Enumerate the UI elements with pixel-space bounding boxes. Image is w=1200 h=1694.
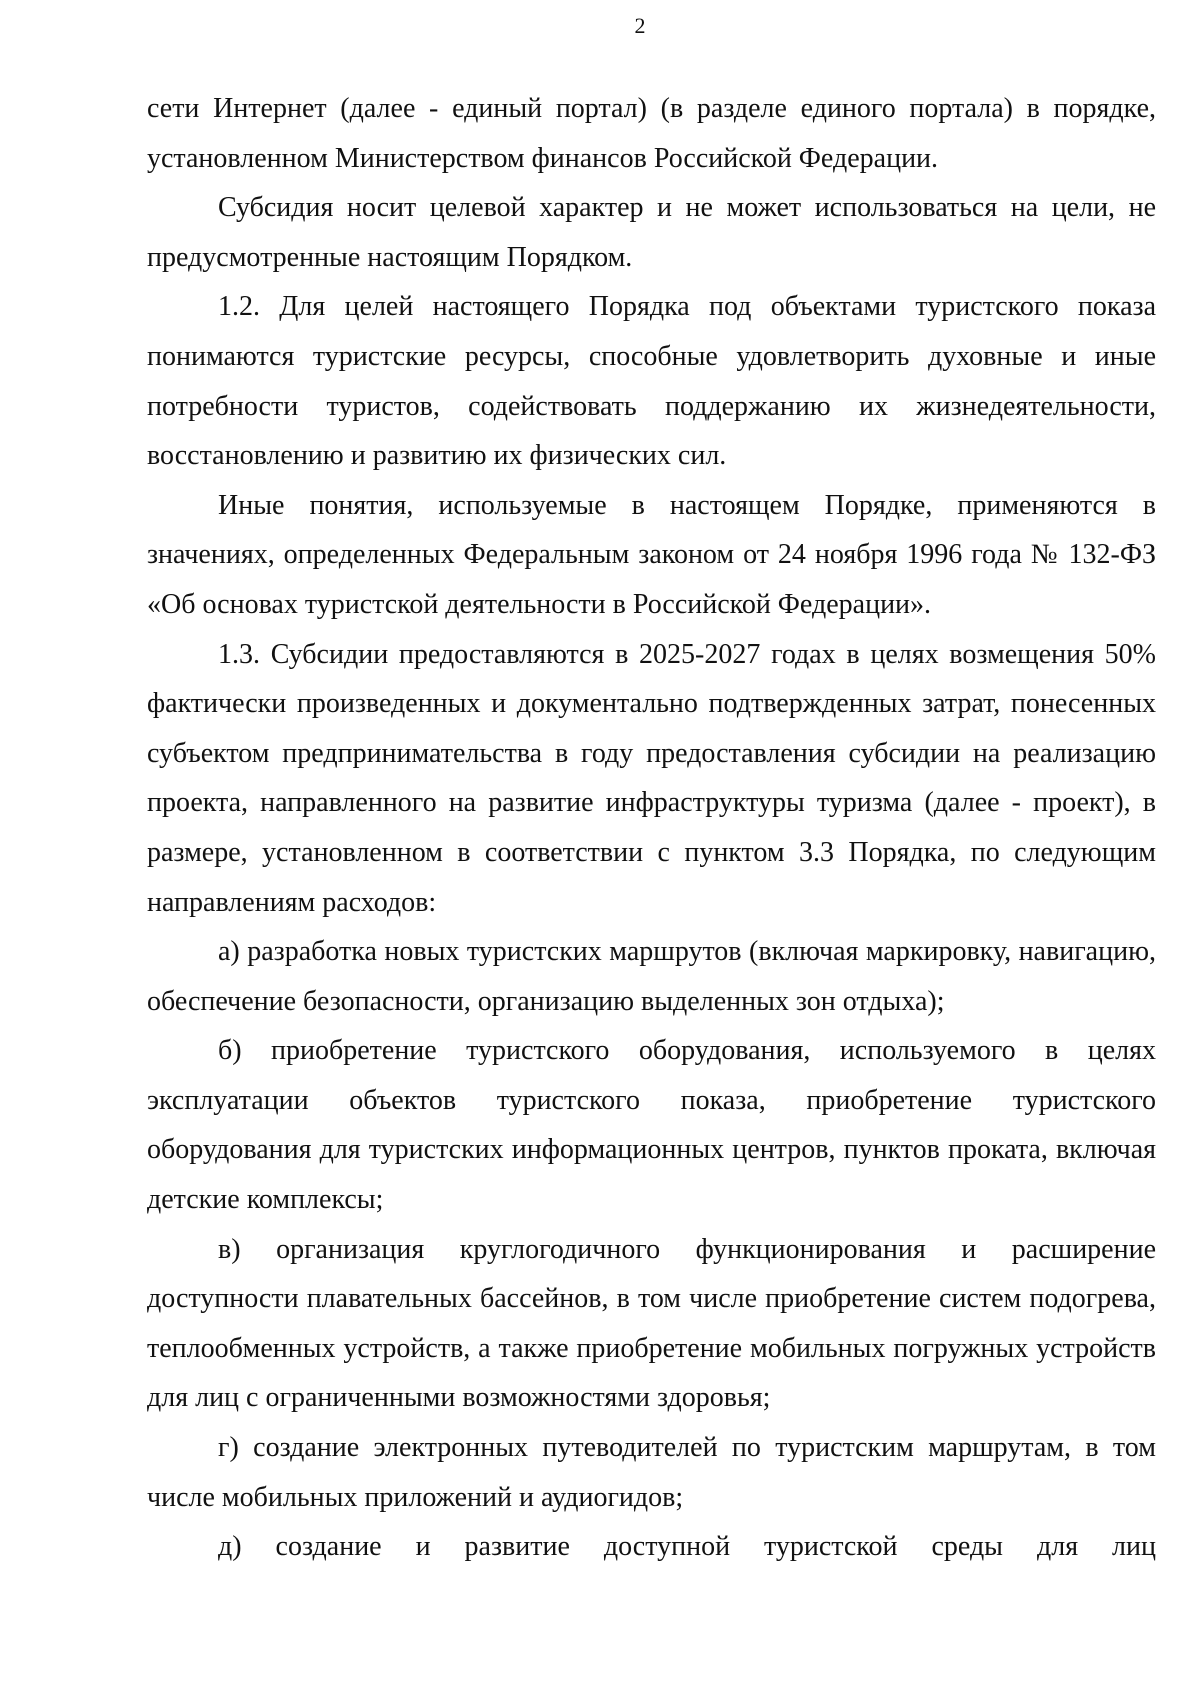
paragraph-1-3-subsidies: 1.3. Субсидии предоставляются в 2025-2027 годах в целях возмещения 50% фактически произведенных и документально подтвержденных затрат, понесенных субъектом предпринимательства в году предоставления субсидии на реализацию проекта, направленного на развитие инфраструктуры туризма (далее - проект), в размере, установленном в соответствии с пунктом 3.3 Порядка, по следующим направлениям расходов: xyxy=(147,638,1156,918)
document-body xyxy=(147,84,1156,1572)
page-number: 2 xyxy=(634,13,646,38)
list-item-g: г) создание электронных путеводителей по туристским маршрутам, в том числе мобильных приложений и аудиогидов; xyxy=(147,1432,1156,1513)
paragraph-other-terms: Иные понятия, используемые в настоящем Порядке, применяются в значениях, определенных Федеральным законом от 24 ноября 1996 года № 132-ФЗ «Об основах туристской деятельности в Российской Федерации». xyxy=(147,489,1156,620)
list-item-v: в) организация круглогодичного функционирования и расширение доступности плавательных бассейнов, в том числе приобретение систем подогрева, теплообменных устройств, а также приобретение мобильных погружных устройств для лиц с ограниченными возможностями здоровья; xyxy=(147,1233,1156,1414)
paragraph-target-nature: Субсидия носит целевой характер и не может использоваться на цели, не предусмотренные настоящим Порядком. xyxy=(147,192,1156,273)
paragraph-1-2-definitions: 1.2. Для целей настоящего Порядка под объектами туристского показа понимаются туристские ресурсы, способные удовлетворить духовные и иные потребности туристов, содействовать поддержанию их жизнедеятельности, восстановлению и развитию их физических сил. xyxy=(147,291,1156,472)
list-item-a: а) разработка новых туристских маршрутов (включая маркировку, навигацию, обеспечение безопасности, организацию выделенных зон отдыха); xyxy=(147,936,1156,1017)
list-item-d: д) создание и развитие доступной туристской среды для лиц xyxy=(218,1531,1156,1563)
paragraph-intro-continuation: сети Интернет (далее - единый портал) (в разделе единого портала) в порядке, установленном Министерством финансов Российской Федерации. xyxy=(147,93,1156,174)
list-item-b: б) приобретение туристского оборудования, используемого в целях эксплуатации объектов туристского показа, приобретение туристского оборудования для туристских информационных центров, пунктов проката, включая детские комплексы; xyxy=(147,1035,1156,1216)
